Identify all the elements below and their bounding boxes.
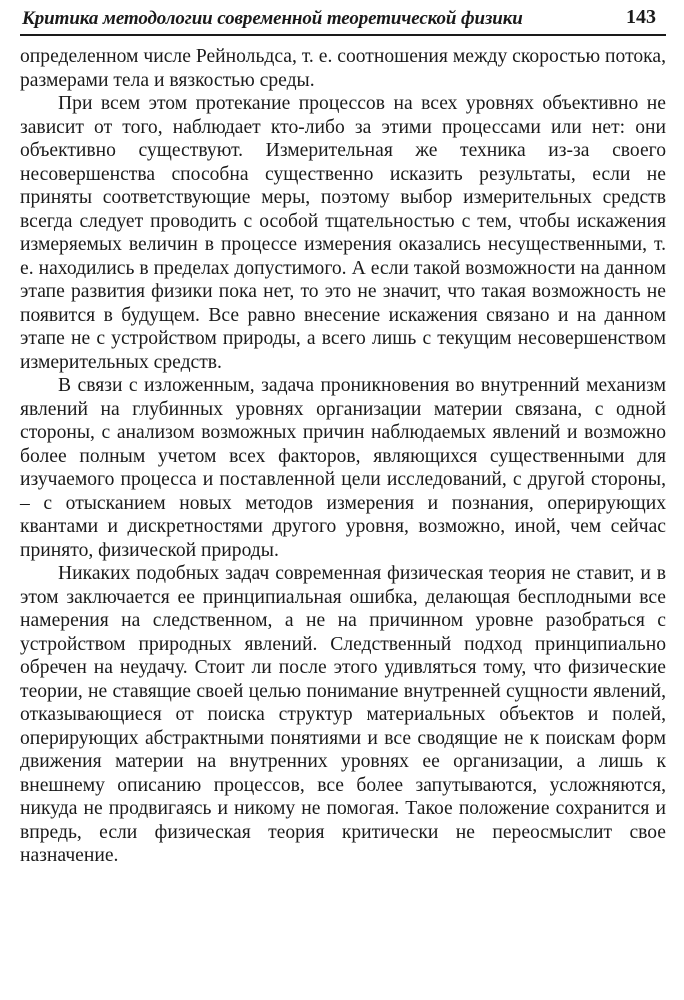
page-number: 143 (626, 6, 656, 28)
book-page (20, 0, 666, 1000)
body-text (20, 45, 666, 868)
running-head (20, 6, 666, 36)
paragraph: При всем этом протекание процессов на всех уровнях объективно не зависит от того, наблюдает кто-либо за этими процессами или нет: они объективно существуют. Измерительная же техника из-за своего несовершенства способна существенно исказить результаты, если не приняты соответствующие меры, поэтому выбор измерительных средств всегда следует проводить с особой тщательностью с тем, чтобы искажения измеряемых величин в процессе измерения оказались несущественными, т. е. находились в пределах допустимого. А если такой возможности на данном этапе развития физики пока нет, то это не значит, что такая возможность не появится в будущем. Все равно внесение искажения связано и на данном этапе не с устройством природы, а всего лишь с текущим несовершенством измерительных средств. (20, 93, 666, 373)
paragraph-continuation: определенном числе Рейнольдса, т. е. соотношения между скоростью потока, размерами тела и вязкостью среды. (20, 46, 666, 91)
paragraph: Никаких подобных задач современная физическая теория не ставит, и в этом заключается ее принципиальная ошибка, делающая бесплодными все намерения на следственном, а не на причинном уровне разобраться с устройством природных явлений. Следственный подход принципиально обречен на неудачу. Стоит ли после этого удивляться тому, что физические теории, не ставящие своей целью понимание внутренней сущности явлений, отказывающиеся от поиска структур материальных объектов и полей, оперирующих абстрактными понятиями и все сводящие не к поискам форм движения материи на внутренних уровнях ее организации, а лишь к внешнему описанию процессов, все более запутываются, усложняются, никуда не продвигаясь и никому не помогая. Такое положение сохранится и впредь, если физическая теория критически не переосмыслит свое назначение. (20, 563, 666, 866)
running-title: Критика методологии современной теоретической физики (22, 8, 523, 29)
paragraph: В связи с изложенным, задача проникновения во внутренний механизм явлений на глубинных уровнях организации материи связана, с одной стороны, с анализом возможных причин наблюдаемых явлений и возможно более полным учетом всех факторов, являющихся существенными для изучаемого процесса и поставленной цели исследований, с другой стороны, – с отысканием новых методов измерения и познания, оперирующих квантами и дискретностями другого уровня, возможно, иной, чем сейчас принято, физической природы. (20, 375, 666, 561)
